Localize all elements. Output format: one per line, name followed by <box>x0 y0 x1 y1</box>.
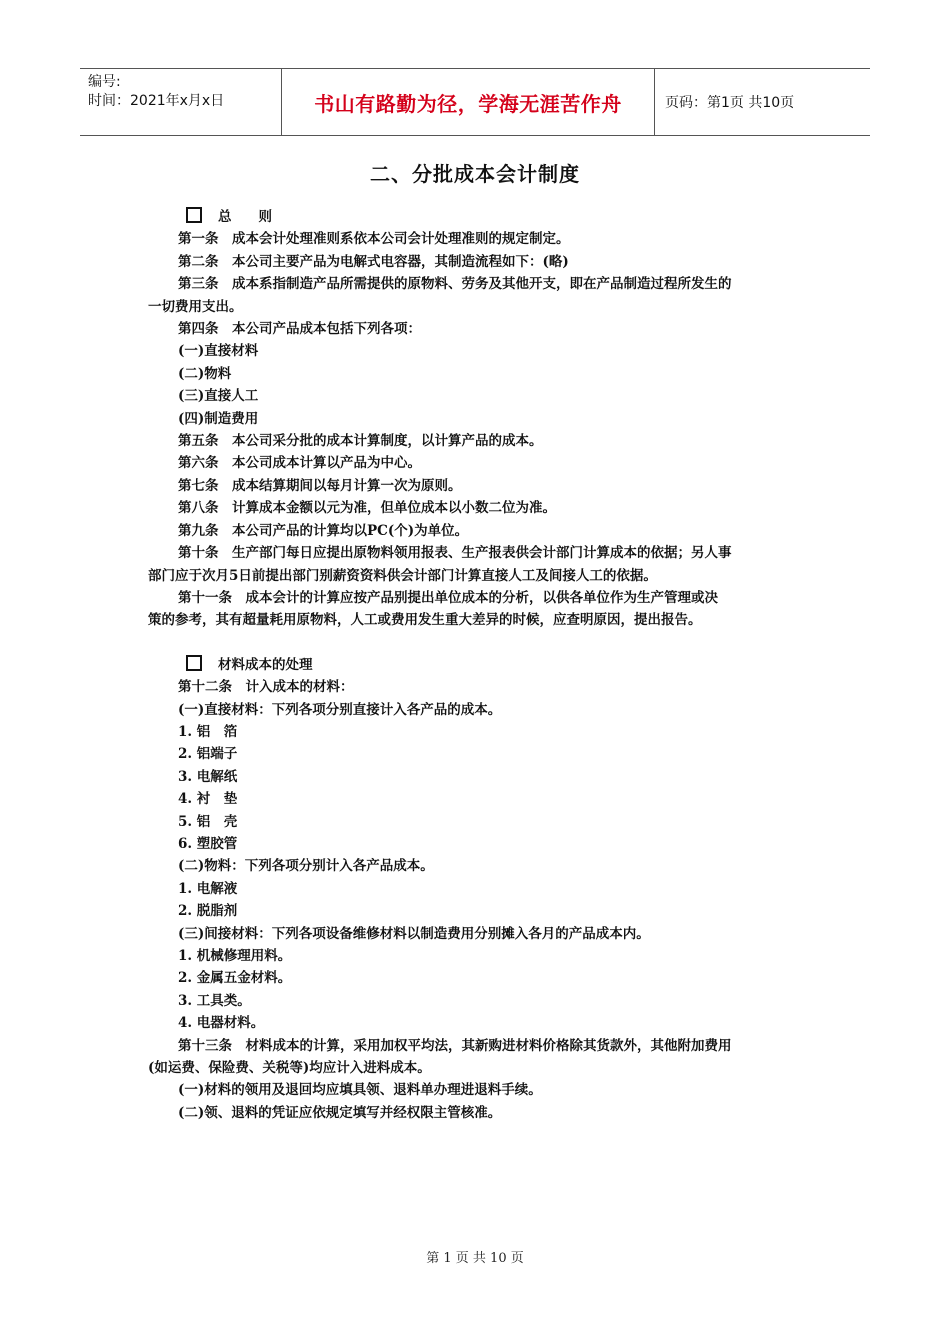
paragraph-continuation: 一切费用支出。 <box>148 298 243 315</box>
section-heading <box>148 206 793 228</box>
paragraph-line: 5. 铝 壳 <box>178 813 238 830</box>
paragraph <box>148 385 793 407</box>
paragraph-line: 1. 电解液 <box>178 880 238 897</box>
paragraph <box>148 990 793 1012</box>
header-motto: 书山有路勤为径，学海无涯苦作舟 <box>282 69 655 135</box>
checkbox-square-icon <box>186 655 202 671</box>
paragraph <box>148 363 793 385</box>
document-body <box>148 206 793 1124</box>
paragraph <box>148 1012 793 1034</box>
page-footer: 第 1 页 共 10 页 <box>426 1251 524 1266</box>
paragraph-continuation: 部门应于次月5日前提出部门别薪资资料供会计部门计算直接人工及间接人工的依据。 <box>148 567 657 584</box>
paragraph <box>148 721 793 743</box>
paragraph <box>148 923 793 945</box>
document-header <box>80 68 870 136</box>
paragraph <box>148 766 793 788</box>
header-meta <box>80 69 282 135</box>
section-gap <box>148 632 793 654</box>
paragraph-line: 第十二条 计入成本的材料： <box>178 679 354 696</box>
paragraph <box>148 587 793 632</box>
paragraph <box>148 833 793 855</box>
paragraph-line: 第九条 本公司产品的计算均以PC(个)为单位。 <box>178 522 469 539</box>
paragraph-line: 第二条 本公司主要产品为电解式电容器，其制造流程如下：(略) <box>178 253 569 270</box>
paragraph-line: 第三条 成本系指制造产品所需提供的原物料、劳务及其他开支，即在产品制造过程所发生的 <box>178 276 732 293</box>
paragraph <box>148 475 793 497</box>
paragraph-line: 2. 金属五金材料。 <box>178 970 292 987</box>
paragraph-line: 1. 铝 箔 <box>178 723 238 740</box>
paragraph-line: (二)物料：下列各项分别计入各产品成本。 <box>178 858 434 875</box>
paragraph-line: (四)制造费用 <box>178 410 259 427</box>
paragraph-continuation: 策的参考，其有超量耗用原物料，人工或费用发生重大差异的时候，应查明原因，提出报告。 <box>148 612 702 629</box>
paragraph <box>148 340 793 362</box>
doc-time-label: 时间：2021年x月x日 <box>88 93 225 109</box>
paragraph-line: 3. 电解纸 <box>178 768 238 785</box>
paragraph <box>148 855 793 877</box>
paragraph-continuation: (如运费、保险费、关税等)均应计入进料成本。 <box>148 1060 431 1077</box>
paragraph <box>148 520 793 542</box>
paragraph <box>148 497 793 519</box>
paragraph-line: (三)间接材料：下列各项设备维修材料以制造费用分别摊入各月的产品成本内。 <box>178 925 650 942</box>
section-heading <box>148 654 793 676</box>
paragraph-line: 第五条 本公司采分批的成本计算制度，以计算产品的成本。 <box>178 433 543 450</box>
paragraph <box>148 1102 793 1124</box>
paragraph <box>148 430 793 452</box>
paragraph <box>148 1079 793 1101</box>
paragraph <box>148 1035 793 1080</box>
paragraph-line: 第六条 本公司成本计算以产品为中心。 <box>178 455 421 472</box>
paragraph <box>148 228 793 250</box>
paragraph-line: 4. 衬 垫 <box>178 791 238 808</box>
paragraph <box>148 408 793 430</box>
section-heading-text: 总 则 <box>218 209 272 225</box>
document-title: 二、分批成本会计制度 <box>370 162 580 186</box>
checkbox-square-icon <box>186 207 202 223</box>
paragraph-line: (二)领、退料的凭证应依规定填写并经权限主管核准。 <box>178 1104 502 1121</box>
paragraph <box>148 967 793 989</box>
paragraph-line: (一)直接材料 <box>178 343 259 360</box>
paragraph-line: (三)直接人工 <box>178 388 259 405</box>
paragraph <box>148 788 793 810</box>
section-heading-text: 材料成本的处理 <box>218 656 313 673</box>
paragraph-line: (二)物料 <box>178 365 232 382</box>
paragraph-line: (一)直接材料：下列各项分别直接计入各产品的成本。 <box>178 701 502 718</box>
paragraph <box>148 811 793 833</box>
paragraph-line: 第一条 成本会计处理准则系依本公司会计处理准则的规定制定。 <box>178 231 570 248</box>
paragraph <box>148 452 793 474</box>
paragraph-line: 第十条 生产部门每日应提出原物料领用报表、生产报表供会计部门计算成本的依据；另人事 <box>178 545 732 562</box>
paragraph-line: 第十一条 成本会计的计算应按产品别提出单位成本的分析，以供各单位作为生产管理或决 <box>178 589 718 606</box>
paragraph-line: 第八条 计算成本金额以元为准，但单位成本以小数二位为准。 <box>178 500 556 517</box>
header-page-info: 页码：第1页 共10页 <box>665 95 795 111</box>
paragraph-line: 第四条 本公司产品成本包括下列各项： <box>178 321 421 338</box>
paragraph-line: 3. 工具类。 <box>178 992 251 1009</box>
paragraph <box>148 273 793 318</box>
paragraph-line: 第七条 成本结算期间以每月计算一次为原则。 <box>178 477 462 494</box>
paragraph-line: 2. 铝端子 <box>178 746 238 763</box>
paragraph-line: 第十三条 材料成本的计算，采用加权平均法，其新购进材料价格除其货款外，其他附加费用 <box>178 1037 732 1054</box>
paragraph <box>148 743 793 765</box>
paragraph-line: 6. 塑胶管 <box>178 835 238 852</box>
paragraph <box>148 542 793 587</box>
doc-number-label: 编号: <box>88 74 121 90</box>
paragraph <box>148 945 793 967</box>
paragraph <box>148 878 793 900</box>
paragraph <box>148 251 793 273</box>
paragraph-line: 4. 电器材料。 <box>178 1015 265 1032</box>
paragraph <box>148 676 793 698</box>
paragraph-line: (一)材料的领用及退回均应填具领、退料单办理进退料手续。 <box>178 1082 542 1099</box>
paragraph-line: 1. 机械修理用料。 <box>178 948 292 964</box>
paragraph <box>148 900 793 922</box>
paragraph <box>148 318 793 340</box>
paragraph-line: 2. 脱脂剂 <box>178 903 238 920</box>
paragraph <box>148 699 793 721</box>
